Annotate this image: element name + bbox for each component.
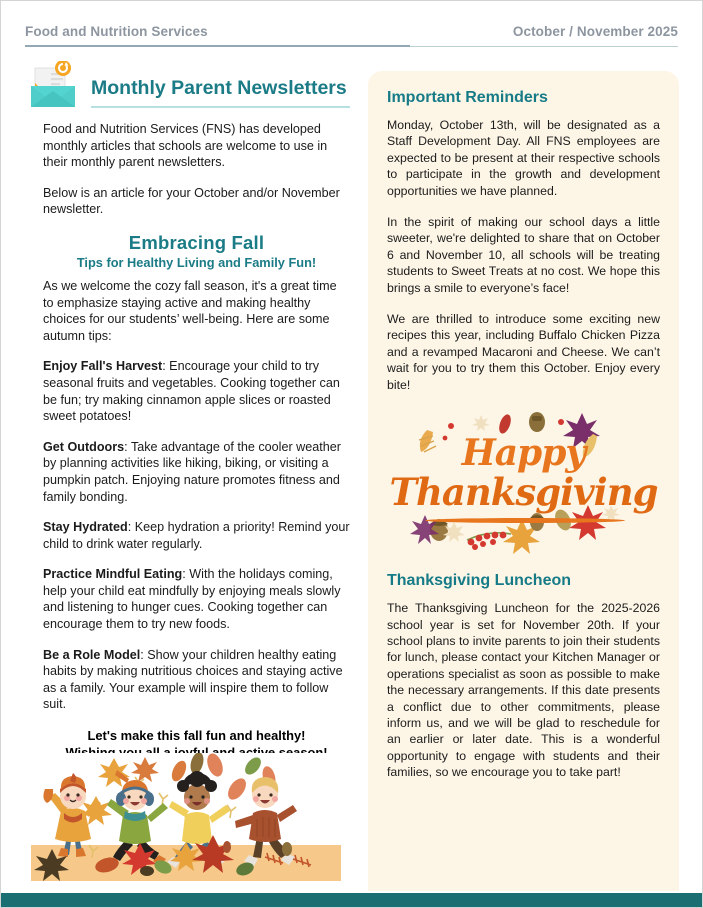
- masthead-title: Food and Nutrition Services: [25, 24, 208, 39]
- envelope-newsletter-icon: [25, 61, 81, 111]
- tip-label: Practice Mindful Eating: [43, 567, 183, 582]
- tip-text: : With the holidays coming, help your child eat mindfully by enjoying meals slowly and listening to hunger cues. Cooking together can encourage them to try new foods.: [43, 567, 341, 632]
- tip-text: : Keep hydration a priority! Remind your child to drink water regularly.: [43, 520, 350, 551]
- article-tip: [43, 358, 350, 424]
- intro-paragraph-1: Food and Nutrition Services (FNS) has developed monthly articles that schools are welcome to use in their monthly parent newsletters.: [43, 122, 328, 170]
- reminders-paragraph-3: We are thrilled to introduce some exciting new recipes this year, including Buffalo Chicken Pizza and a revamped Macaroni and Cheese. We can’t wait for you to try them this October. Enjoy every bite!: [387, 312, 660, 392]
- tip-text: : Take advantage of the cooler weather by planning activities like hiking, biking, or visiting a pumpkin patch. Enjoying nature promotes fitness and family bonding.: [43, 439, 341, 504]
- article-tip: [43, 647, 350, 713]
- article-subtitle: Tips for Healthy Living and Family Fun!: [76, 254, 317, 270]
- left-column-title: Monthly Parent Newsletters: [91, 77, 347, 99]
- footer-bar: [1, 893, 703, 907]
- thanksgiving-luncheon-heading: Thanksgiving Luncheon: [387, 572, 572, 590]
- article-tip: [43, 566, 350, 632]
- left-column-header: [25, 61, 350, 113]
- tip-label: Stay Hydrated: [43, 520, 128, 535]
- article: [25, 232, 350, 761]
- children-jumping-in-autumn-leaves-illustration: [31, 753, 341, 881]
- tip-text: : Show your children healthy eating habits by making nutritious choices and staying active as a family. Your example will inspire them to follow suit.: [43, 647, 343, 712]
- intro-paragraph-2: Below is an article for your October and/or November newsletter.: [43, 185, 340, 217]
- tip-text: : Encourage your child to try seasonal fruits and vegetables. Cooking together can be fun; try making cinnamon apple slices or roasted sweet potatoes!: [43, 359, 340, 424]
- thanksgiving-line-1: Happy: [461, 432, 586, 475]
- right-column: [368, 71, 679, 891]
- article-tip: [43, 439, 350, 505]
- luncheon-paragraph: The Thanksgiving Luncheon for the 2025-2026 school year is set for November 20th. If your school plans to invite parents to join their students for lunch, please contact your Kitchen Manager or operations specialist as soon as possible to make the necessary arrangements. If this date presents a conflict due to other commitments, please inform us, and we will be glad to reschedule for an earlier or later date. This is a wonderful opportunity to engage with students and their families, so we encourage you to take part!: [387, 601, 660, 780]
- closing-line-1: Let's make this fall fun and healthy!: [87, 728, 306, 744]
- reminders-paragraph-1: Monday, October 13th, will be designated as a Staff Development Day. All FNS employees are expected to be present at their respective schools to participate in the growth and development opportunities we have planned.: [387, 118, 660, 198]
- tip-label: Get Outdoors: [43, 439, 125, 454]
- article-tip: [43, 519, 350, 552]
- thanksgiving-line-2: Thanksgiving: [389, 470, 658, 515]
- important-reminders-heading: Important Reminders: [387, 89, 548, 106]
- title-underline: [91, 106, 350, 108]
- masthead-date: October / November 2025: [512, 24, 678, 39]
- happy-thanksgiving-lettering-graphic: [387, 408, 660, 558]
- article-title: Embracing Fall: [128, 231, 265, 253]
- masthead-rule-right: [410, 46, 678, 47]
- intro-block: [25, 121, 350, 218]
- left-column: [25, 61, 350, 761]
- tip-label: Be a Role Model: [43, 647, 141, 662]
- reminders-paragraph-2: In the spirit of making our school days a little sweeter, we're delighted to share that on October 6 and November 10, all schools will be treating students to Sweet Treats at no cost. We hope this brings a smile to everyone’s face!: [387, 215, 660, 295]
- tip-label: Enjoy Fall's Harvest: [43, 359, 163, 374]
- masthead-rule-left: [25, 45, 410, 47]
- article-lead-paragraph: As we welcome the cozy fall season, it's a great time to emphasize staying active and making healthy choices for our students’ well-being. Here are some autumn tips:: [43, 278, 337, 343]
